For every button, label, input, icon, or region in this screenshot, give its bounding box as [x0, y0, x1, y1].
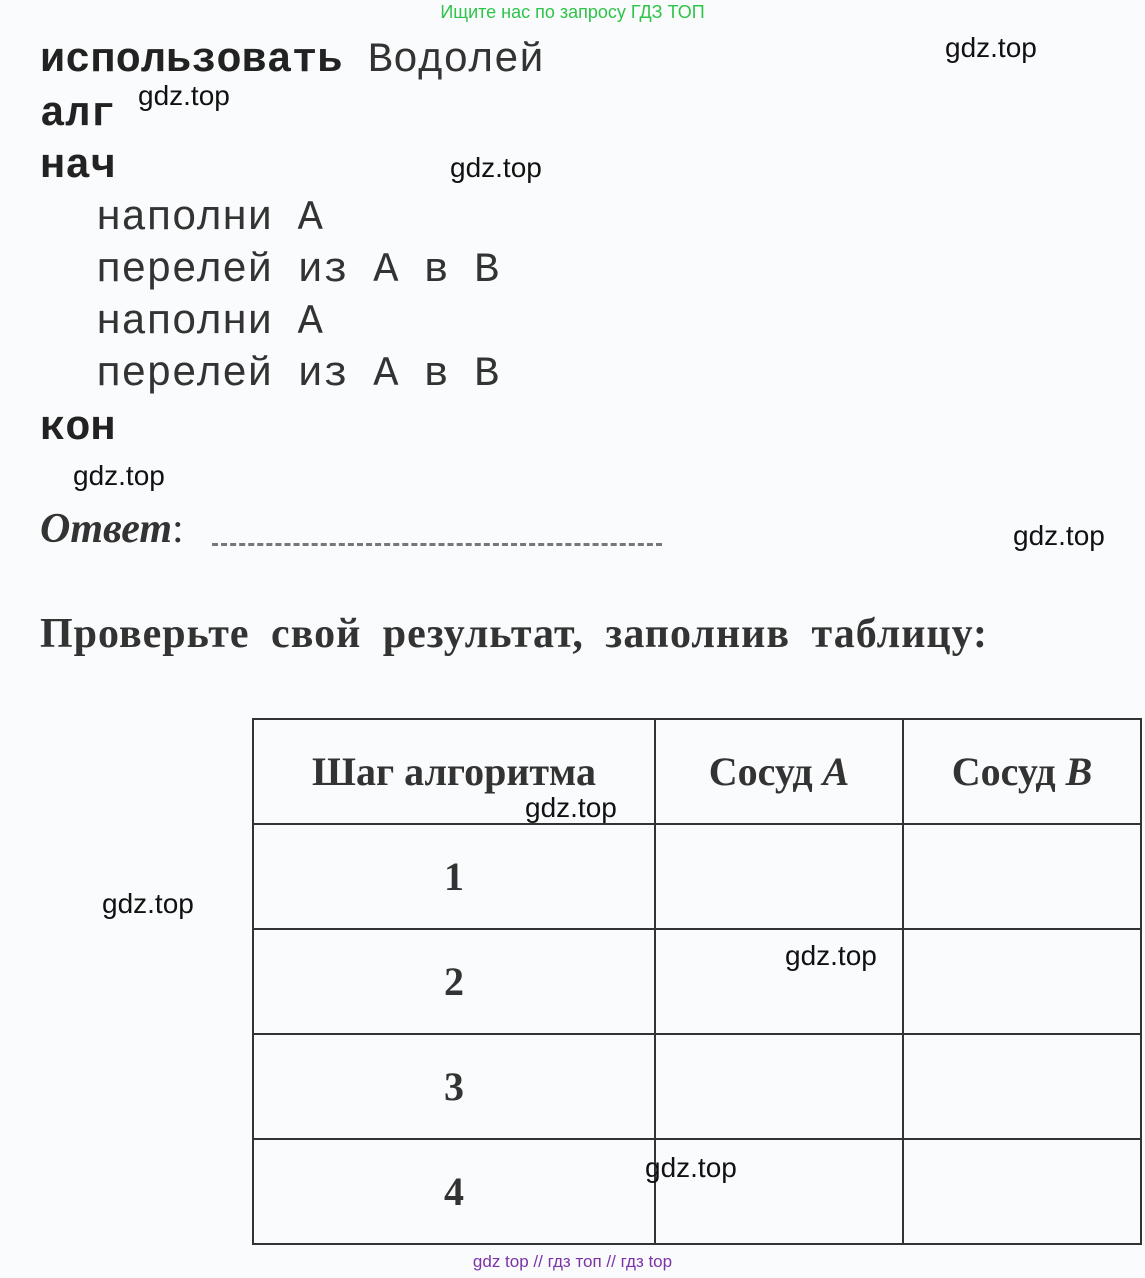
- watermark: gdz.top: [785, 940, 877, 971]
- step-number: 3: [253, 1034, 655, 1139]
- answer-line: [40, 505, 662, 553]
- table-row: [253, 929, 1141, 1034]
- header-vessel-a-letter: A: [822, 749, 850, 794]
- cell-vessel-a[interactable]: [655, 824, 903, 929]
- begin-keyword: нач: [40, 142, 116, 190]
- bottom-banner: gdz top // гдз топ // гдз top: [472, 1252, 673, 1271]
- use-keyword: использовать: [40, 36, 343, 84]
- header-vessel-b-label: Сосуд: [951, 749, 1066, 794]
- cell-vessel-b[interactable]: [903, 1034, 1141, 1139]
- program-step: перелей из A в B: [96, 246, 500, 294]
- cell-vessel-b[interactable]: [903, 824, 1141, 929]
- header-step: Шаг алгоритма: [253, 719, 655, 824]
- answer-colon: :: [172, 506, 184, 552]
- watermark: gdz.top: [525, 792, 617, 823]
- instruction: Проверьте свой результат, заполнив таблицу:: [40, 611, 989, 657]
- use-line: [40, 34, 544, 86]
- program-step: наполни A: [96, 194, 323, 242]
- answer-blank[interactable]: [212, 543, 662, 546]
- watermark: gdz.top: [645, 1152, 737, 1183]
- watermark: gdz.top: [1013, 520, 1105, 551]
- end-keyword: кон: [40, 404, 116, 452]
- watermark: gdz.top: [138, 80, 230, 111]
- step-number: 1: [253, 824, 655, 929]
- cell-vessel-b[interactable]: [903, 929, 1141, 1034]
- cell-vessel-a[interactable]: [655, 1034, 903, 1139]
- program-step: наполни A: [96, 298, 323, 346]
- step-number: 2: [253, 929, 655, 1034]
- program-step: перелей из A в B: [96, 350, 500, 398]
- executor-name: Водолей: [367, 36, 545, 84]
- top-banner: Ищите нас по запросу ГДЗ ТОП: [440, 2, 705, 22]
- watermark: gdz.top: [73, 460, 165, 491]
- table-header-row: [253, 719, 1141, 824]
- alg-keyword: алг: [40, 90, 116, 138]
- header-vessel-a: [655, 719, 903, 824]
- header-vessel-b-letter: B: [1065, 749, 1093, 794]
- watermark: gdz.top: [450, 152, 542, 183]
- watermark: gdz.top: [945, 32, 1037, 63]
- step-number: 4: [253, 1139, 655, 1244]
- header-vessel-b: [903, 719, 1141, 824]
- table-row: [253, 1034, 1141, 1139]
- table-row: [253, 824, 1141, 929]
- cell-vessel-b[interactable]: [903, 1139, 1141, 1244]
- watermark: gdz.top: [102, 888, 194, 919]
- answer-label: Ответ: [40, 506, 173, 552]
- header-vessel-a-label: Сосуд: [708, 749, 823, 794]
